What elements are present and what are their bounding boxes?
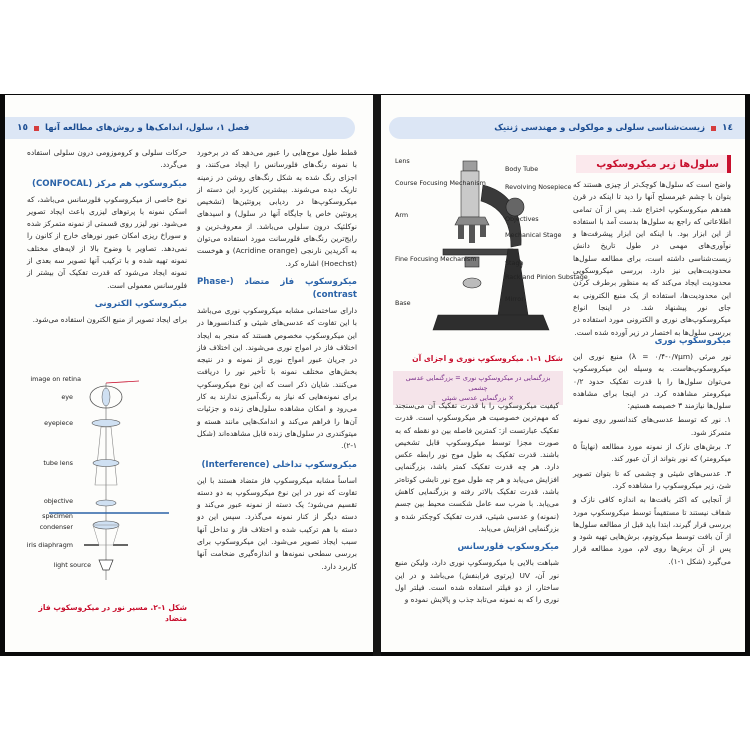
- magnification-note-line1: بزرگنمایی در میکروسکوپ نوری = بزرگنمایی عدسی چشمی: [405, 374, 551, 392]
- electron-microscope-text: برای ایجاد تصویر از منبع الکترون استفاده می‌شود.: [32, 314, 187, 324]
- resolving-power-text: کیفیت میکروسکوپ را با قدرت تفکیک آن می‌سنجند که مهم‌ترین خصوصیت هر میکروسکوپ است. قدرت تفکیک عبارتست از: کمترین فاصله بین دو نقطه که به صورت مجزا توسط میکروسکوپ قابل تشخیص باشند. قدرت تفکیک به طول موج نور رابطه عکس دارد. هر چه قدرت تفکیک کمتر باشد، بزرگنمایی افزایش می‌یابد و هر چه طول موج نور تابشی کوتاه‌تر باشد، قدرت تفکیک بالاتر رفته و بزرگنمایی کاهش می‌یابد. با ضرب سه عامل شکست محیط بین جسم (نمونه) و عدسی شیئی، قدرت تفکیک کوچکتر شده و بزرگنمایی افزایش می‌یابد.: [395, 401, 559, 533]
- tube-lens: [93, 460, 119, 467]
- header-square-icon: [34, 126, 39, 131]
- label-eye: eye: [61, 393, 73, 401]
- objective-b: [469, 225, 475, 243]
- interference-text: اساساً مشابه میکروسکوپ فاز متضاد هستند با این تفاوت که نور در این نوع میکروسکوپ به دو دسته تقسیم می‌شود؛ یک دسته از نمونه عبور می‌کند و دسته دیگر از کنار نمونه می‌گذرد. سپس این دو دسته با هم ترکیب شده و اختلاف فاز و تداخل آنها سبب ایجاد تصویر می‌شود. این میکروسکوپ برای بررسی سطحی نمونه‌ها و اندازه‌گیری ضخامت آنها کاربرد دارد.: [197, 475, 357, 571]
- eye-lens: [102, 388, 110, 406]
- body-tube-shape: [461, 171, 479, 217]
- label-arm: Arm: [395, 211, 409, 219]
- label-light-source: light source: [53, 561, 91, 569]
- right-page-header: [389, 117, 745, 139]
- right-page-book-title: زیست‌شناسی سلولی و مولکولی و مهندسی ژنتیک: [494, 123, 705, 133]
- fluorescence-continued-text: قطط طول موج‌هایی را عبور می‌دهد که در برخورد با نمونه رنگ‌های فلورسانس را ایجاد می‌کنند، و اجزای رنگ شده به شکل رنگ‌های روشن در زمینه تاریک دیده می‌شوند. بیشترین کاربرد این دسته از میکروسکوپ‌ها در ردیابی پروتئین‌ها (تشخیص پروتئین خاص یا جایگاه آنها در سلول) و اسیدهای نوکلئیک درون سلولی می‌باشد. از معروف‌ترین و رایج‌ترین رنگ‌های فلورسانت مورد استفاده می‌توان به آکریدین نارنجی (Acridine orange) و هوخست (Hoechst) اشاره کرد.: [197, 148, 357, 268]
- label-mirror: Mirror: [505, 295, 524, 303]
- fluorescence-text: شباهت بالایی با میکروسکوپ نوری دارد، ولیکن منبع نور آن، UV (پرتوی فرابنفش) می‌باشد و در این ساختار، از دو فیلتر استفاده شده است. فیلتر اول نوری را که به نمونه می‌تابد جذب و پالایش نموده و: [395, 558, 559, 605]
- right-page-left-column: [395, 400, 559, 608]
- label-specimen: specimen: [42, 512, 73, 520]
- objective-c: [480, 225, 486, 237]
- requirement-item-1: ۱. نور که توسط عدسی‌های کندانسور روی نمونه متمرکز شود.: [573, 415, 731, 437]
- right-page: [381, 95, 745, 652]
- left-page-chapter-title: فصل ۱، سلول، اندامک‌ها و روش‌های مطالعه آنها: [45, 123, 250, 133]
- left-page-number: ١٥: [17, 123, 28, 133]
- left-page-left-column: [27, 147, 187, 328]
- light-microscope-heading: میکروسکوپ نوری: [654, 336, 731, 346]
- label-body-tube: Body Tube: [505, 165, 539, 173]
- label-lens: Lens: [395, 157, 410, 165]
- confocal-text: نوع خاصی از میکروسکوپ فلورسانس می‌باشد، که اسکن نمونه با پرتوهای لیزری باعث ایجاد تصویر می‌شود. نور لیزر روی قسمتی از نمونه متمرکز شده و سوراخ ریزی امکان عبور نورهای خارج از کانون را نمی‌دهد. تصاویر با وضوح بالا از لایه‌های مختلف نمونه تهیه شده و با ترکیب آنها تصویر سه بعدی از نمونه ایجاد می‌شود که قدرت تفکیک آن بیشتر از فلورسانس معمولی است.: [27, 194, 187, 290]
- requirement-item-2: ۲. برش‌های نازک از نمونه مورد مطالعه (نهایتاً ۵ میکرومتر) که نور بتواند از آن عبور کند.: [573, 442, 731, 464]
- label-eyepiece: eyepiece: [44, 419, 73, 427]
- requirement-item-3: ۳. عدسی‌های شیئی و چشمی که تا بتوان تصویر شئ، زیر میکروسکوپ را مشاهده کرد.: [573, 468, 731, 490]
- confocal-heading: میکروسکوپ هم مرکز (CONFOCAL): [32, 178, 187, 189]
- interference-heading: میکروسکوپ تداخلی (Interference): [201, 459, 357, 470]
- objective-a: [458, 225, 464, 239]
- label-fine-focusing: Fine Focusing Mechanism: [395, 255, 477, 263]
- eyepiece-shape: [463, 161, 477, 171]
- fluorescence-heading: میکروسکوپ فلورسانس: [457, 542, 559, 553]
- open-book: [0, 94, 750, 656]
- label-course-focusing: Course Focusing Mechanism: [395, 179, 486, 187]
- book-gutter: [373, 94, 381, 656]
- nosepiece-shape: [455, 217, 489, 225]
- left-page-header: [5, 117, 355, 139]
- magnification-note-line2: × بزرگنمایی عدسی شیئی: [441, 394, 515, 402]
- label-revolving-nosepiece: Revolving Nosepiece: [505, 183, 572, 191]
- figure-1-2-caption: شکل ۱-۲. مسیر نور در میکروسکوپ فاز متضاد: [38, 603, 187, 623]
- label-objectives: Objectives: [505, 215, 539, 223]
- mirror-shape: [463, 278, 481, 288]
- section-title-banner: [576, 155, 731, 173]
- coarse-knob: [506, 198, 524, 216]
- left-page: [5, 95, 373, 652]
- label-base: Base: [395, 299, 411, 307]
- label-tube-lens: tube lens: [43, 459, 73, 467]
- phase-contrast-text: دارای ساختمانی مشابه میکروسکوپ نوری می‌باشد با این تفاوت که عدسی‌های شیئی و کندانسورها در این میکروسکوپ مخصوص هستند که منجر به ایجاد اختلاف فاز در امواج نوری می‌شوند. این اختلاف فاز در جریان عبور امواج نوری از نمونه و در نتیجه بخش‌های مختلف نمونه با تأخیر نور را دریافت می‌کنند. شایان ذکر است که این نوع میکروسکوپ برای نمونه‌هایی که نیاز به رنگ‌آمیزی ندارند به کار می‌رود و امکان مشاهده سلول‌های زنده و جزئیات آن‌ها را فراهم می‌کند و اندامک‌هایی مانند هسته و میتوکندری در سلول‌های زنده قابل مشاهده‌اند (شکل ۱-۲).: [197, 305, 357, 451]
- cell-movement-text: حرکات سلولی و کروموزومی درون سلولی استفاده می‌گردد.: [27, 148, 187, 170]
- cells-intro-text: واضح است که سلول‌ها کوچک‌تر از چیزی هستند که بتوان با چشم غیرمسلح آنها را دید تا اینکه در قرن هفدهم میکروسکوپ اختراع شد. پس از آن تمامی اطلاعاتی که راجع به سلول‌ها بدست آمد با استفاده از این ابزار بود. با اینکه این ابزار پیشرفت‌ها و نوآوری‌های مهمی در طول تاریخ دانش زیست‌شناسی داشته است، برای مطالعه سلول‌ها محدودیت‌هایی نیز دارد. بررسی میکروسکوپی محدودیت ایجاد می‌کند که به منظور برطرف کردن این محدودیت‌ها، استفاده از یک منبع الکترونی به جای نور پیشنهاد شد. در اینجا انواع میکروسکوپ‌های نوری و الکترونی مورد استفاده در بررسی سلول‌ها به اختصار در زیر آورده شده است.: [573, 180, 731, 337]
- right-page-right-column: [573, 179, 731, 570]
- optical-path-figure: [26, 375, 184, 600]
- label-mechanical-stage: Mechanical Stage: [505, 231, 562, 239]
- objective-lens: [96, 500, 116, 506]
- label-condenser: condenser: [39, 523, 73, 531]
- eyepiece-lens: [92, 420, 120, 427]
- section-title: سلول‌ها زیر میکروسکوپ: [596, 158, 719, 170]
- phase-contrast-heading: میکروسکوپ فاز متضاد (Phase-contrast): [197, 276, 357, 300]
- label-objective: objective: [43, 497, 73, 505]
- figure-1-1-caption: شکل ۱-۱. میکروسکوپ نوری و اجزای آن: [412, 354, 563, 363]
- label-stage: Stage: [505, 259, 524, 267]
- tissue-sectioning-text: از آنجایی که اکثر بافت‌ها به اندازه کافی نازک و شفاف نیستند تا مستقیماً توسط میکروسکوپ مورد بررسی قرار گیرند، ابتدا باید قبل از مطالعه سلول‌ها از آن بافت توسط میکروتوم، برش‌هایی تهیه شود و پس از آن برش‌ها روی لام، مورد مطالعه قرار می‌گیرد (شکل ۱-۱).: [573, 495, 731, 566]
- retina-pointer: [106, 381, 139, 383]
- light-microscope-text: نور مرئی (λ = ۰/۴-۰/۷μm) منبع نوری این میکروسکوپ‌هاست. به وسیله این میکروسکوپ می‌توان سلول‌ها را با قدرت تفکیک حدود ۰/۲ میکرومتر مشاهده کرد. در اینجا برای مشاهده سلول‌ها نیازمند ۳ خصیصه هستیم:: [573, 352, 732, 411]
- label-rack-pinion: Rack and Pinion Substage: [505, 273, 588, 281]
- electron-microscope-heading: میکروسکوپ الکترونی: [94, 298, 187, 309]
- header-square-icon: [711, 126, 716, 131]
- compound-microscope-figure: [393, 155, 588, 350]
- base-shape: [433, 315, 549, 330]
- right-page-number: ١٤: [722, 123, 733, 133]
- label-image-on-retina: image on retina: [30, 375, 81, 383]
- light-bulb-icon: [99, 560, 113, 570]
- left-page-right-column: [197, 147, 357, 575]
- label-iris-diaphragm: iris diaphragm: [26, 541, 73, 549]
